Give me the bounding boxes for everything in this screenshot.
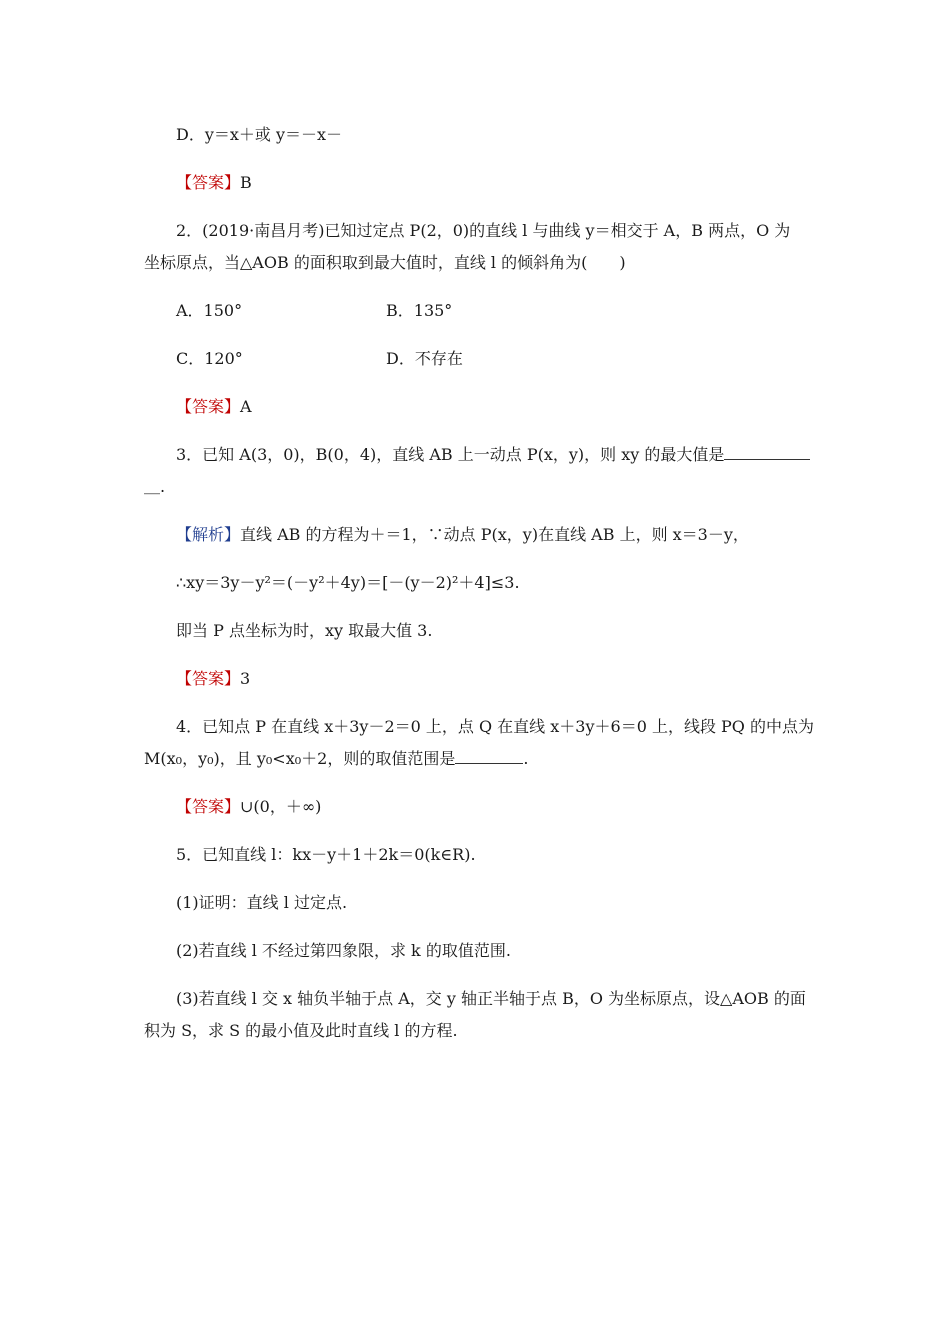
q4-stem-end: . xyxy=(523,749,529,768)
q4-stem-line1: 4．已知点 P 在直线 x＋3y－2＝0 上，点 Q 在直线 x＋3y＋6＝0 上，线段 PQ 的中点为 xyxy=(176,717,815,736)
q3-stem-line2: ＿. xyxy=(144,477,166,496)
q1-option-d: D．y＝x＋或 y＝－x－ xyxy=(176,125,343,144)
q2-stem-line1: 2．(2019·南昌月考)已知过定点 P(2，0)的直线 l 与曲线 y＝相交于 A，B 两点，O 为 xyxy=(176,221,791,240)
answer-blank xyxy=(724,445,810,460)
q3-analysis-line3: 即当 P 点坐标为时，xy 取最大值 3. xyxy=(176,621,433,640)
q5-part3-line2: 积为 S，求 S 的最小值及此时直线 l 的方程. xyxy=(144,1021,458,1040)
answer-blank xyxy=(455,749,523,764)
answer-tag: 【答案】 xyxy=(176,173,241,192)
q5-stem: 5．已知直线 l：kx－y＋1＋2k＝0(k∈R). xyxy=(176,845,476,864)
analysis-tag: 【解析】 xyxy=(176,525,241,544)
answer-value: A xyxy=(240,397,252,416)
answer-value: 3 xyxy=(240,669,251,688)
q2-option-c: C．120° xyxy=(176,349,243,368)
analysis-text: 直线 AB 的方程为＋＝1，∵动点 P(x，y)在直线 AB 上，则 x＝3－y， xyxy=(240,525,749,544)
q4-stem-text: M(x₀，y₀)，且 y₀<x₀＋2，则的取值范围是 xyxy=(144,749,456,768)
q2-stem-line2: 坐标原点，当△AOB 的面积取到最大值时，直线 l 的倾斜角为( ) xyxy=(144,253,626,272)
answer-value: ∪(0，＋∞) xyxy=(240,797,322,816)
q3-stem-text: 3．已知 A(3，0)，B(0，4)，直线 AB 上一动点 P(x，y)，则 xy 的最大值是 xyxy=(176,445,725,464)
answer-tag: 【答案】 xyxy=(176,669,241,688)
q5-part2: (2)若直线 l 不经过第四象限，求 k 的取值范围. xyxy=(176,941,511,960)
q5-part1: (1)证明：直线 l 过定点. xyxy=(176,893,348,912)
q3-analysis-line2: ∴xy＝3y－y²＝(－y²＋4y)＝[－(y－2)²＋4]≤3. xyxy=(176,573,520,592)
q2-answer xyxy=(176,396,252,418)
q4-stem-line2 xyxy=(144,748,528,770)
answer-value: B xyxy=(240,173,252,192)
q2-option-d: D．不存在 xyxy=(386,349,463,368)
answer-tag: 【答案】 xyxy=(176,397,241,416)
q4-answer xyxy=(176,796,321,818)
q5-part3-line1: (3)若直线 l 交 x 轴负半轴于点 A，交 y 轴正半轴于点 B，O 为坐标原点，设△AOB 的面 xyxy=(176,989,806,1008)
q3-stem-line1 xyxy=(176,444,810,466)
q3-analysis-line1 xyxy=(176,524,749,546)
q3-answer xyxy=(176,668,250,690)
q2-option-b: B．135° xyxy=(386,301,453,320)
q1-answer xyxy=(176,172,252,194)
q2-option-a: A．150° xyxy=(176,301,243,320)
answer-tag: 【答案】 xyxy=(176,797,241,816)
